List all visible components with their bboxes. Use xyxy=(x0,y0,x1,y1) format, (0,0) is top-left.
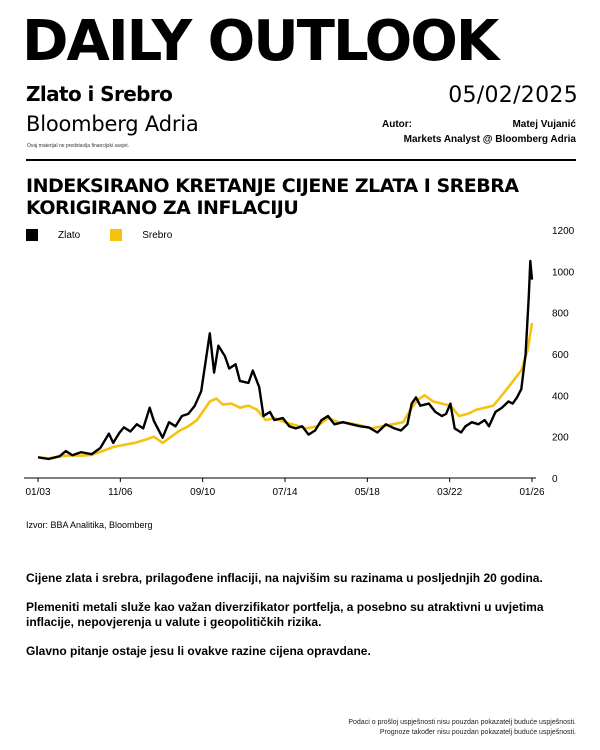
y-tick-label: 800 xyxy=(552,308,569,320)
y-tick-label: 0 xyxy=(552,474,558,485)
x-tick-label: 09/10 xyxy=(190,487,216,498)
author-name: Matej Vujanić xyxy=(512,119,576,130)
x-tick-label: 05/18 xyxy=(354,487,380,498)
y-tick-label: 400 xyxy=(552,391,569,403)
x-axis xyxy=(24,478,545,498)
y-tick-label: 600 xyxy=(552,350,569,361)
footer-line-1: Podaci o prošloj uspješnosti nisu pouzdan pokazatelj buduće uspješnosti. xyxy=(348,719,576,726)
body-paragraph-1: Cijene zlata i srebra, prilagođene inflaciji, na najvišim su razinama u posljednjih 20 godina. xyxy=(26,571,543,585)
body-paragraph-3: Glavno pitanje ostaje jesu li ovakve razine cijena opravdane. xyxy=(26,644,371,658)
x-tick-label: 07/14 xyxy=(272,487,298,498)
footer-disclaimer xyxy=(348,718,576,738)
series-line-zlato xyxy=(38,261,532,459)
body-paragraph-2: Plemeniti metali služe kao važan diverzifikator portfelja, a posebno su atraktivni u uvjetima inflacije, nepovjerenja u valute i geopolitičkih rizika. xyxy=(26,600,544,629)
small-disclaimer: Ovaj materijal ne predstavlja financijski savjet. xyxy=(27,143,129,149)
main-title: DAILY OUTLOOK xyxy=(22,9,498,74)
x-tick-label: 01/03 xyxy=(25,487,51,498)
x-tick-label: 03/22 xyxy=(437,487,463,498)
author-label: Autor: xyxy=(382,119,412,130)
line-chart xyxy=(0,220,600,510)
y-axis xyxy=(552,226,575,485)
y-tick-label: 1000 xyxy=(552,267,575,279)
y-tick-label: 1200 xyxy=(552,226,575,237)
header-divider xyxy=(26,159,576,161)
brand-name: Bloomberg Adria xyxy=(26,112,199,136)
author-role: Markets Analyst @ Bloomberg Adria xyxy=(403,134,576,145)
footer-line-2: Prognoze također nisu pouzdan pokazatelj buduće uspješnosti. xyxy=(379,729,576,736)
legend-label-silver: Srebro xyxy=(142,229,173,241)
x-tick-label: 01/26 xyxy=(519,487,545,498)
x-tick-label: 11/06 xyxy=(108,487,133,498)
subtitle: Zlato i Srebro xyxy=(26,82,173,106)
y-tick-label: 200 xyxy=(552,432,569,444)
chart-source: Izvor: BBA Analitika, Bloomberg xyxy=(26,520,153,530)
chart-title: INDEKSIRANO KRETANJE CIJENE ZLATA I SREBRA KORIGIRANO ZA INFLACIJU xyxy=(26,175,519,219)
report-date: 05/02/2025 xyxy=(448,83,578,108)
series-layer xyxy=(38,261,532,459)
legend-label-gold: Zlato xyxy=(58,229,81,241)
